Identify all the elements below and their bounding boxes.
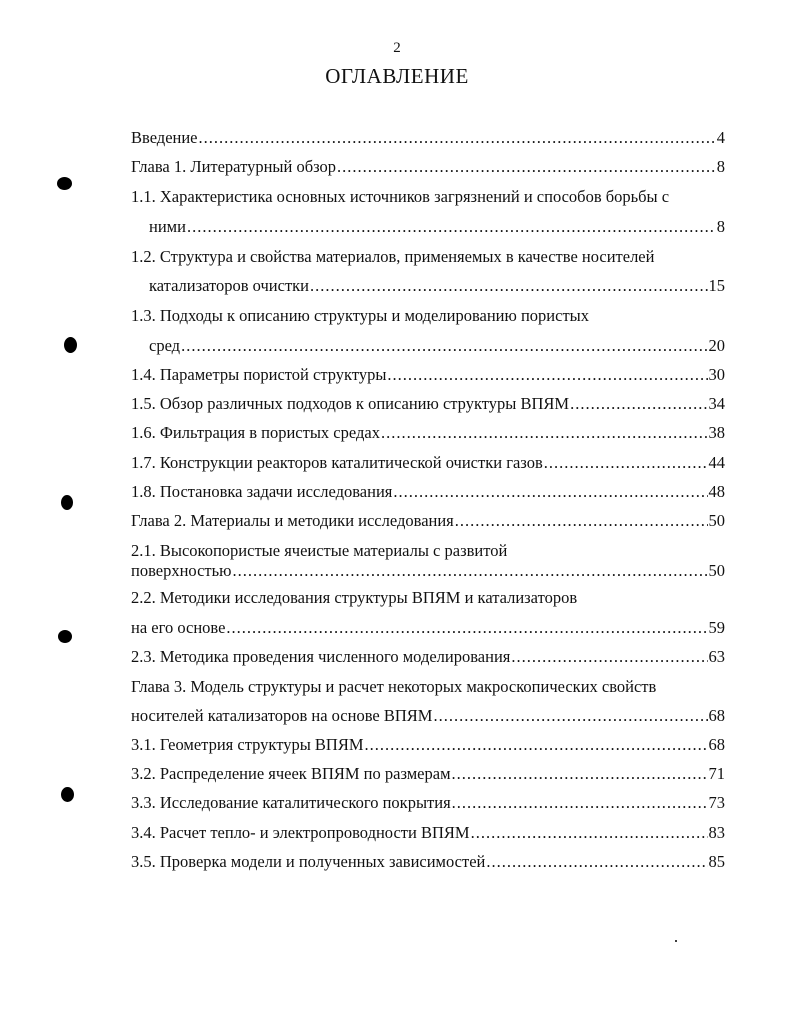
toc-entry-title: 1.5. Обзор различных подходов к описанию структуры ВПЯМ <box>131 394 570 413</box>
toc-entry[interactable] <box>131 157 725 179</box>
toc-entry[interactable] <box>131 511 725 533</box>
toc-entry-page: 50 <box>708 511 725 530</box>
toc-entry-title: 3.5. Проверка модели и полученных зависимостей <box>131 852 486 871</box>
punch-hole-mark <box>64 337 77 353</box>
toc-entry[interactable] <box>131 365 725 387</box>
toc-entry-page: 44 <box>708 453 725 472</box>
punch-hole-mark <box>61 495 73 510</box>
toc-entry-page: 34 <box>708 394 725 413</box>
toc-entry-title: Введение <box>131 128 198 147</box>
toc-entry[interactable] <box>131 482 725 504</box>
toc-entry-title: 3.4. Расчет тепло- и электропроводности ВПЯМ <box>131 823 470 842</box>
toc-entry-title: 3.3. Исследование каталитического покрытия <box>131 793 451 812</box>
toc-entry[interactable] <box>131 764 725 786</box>
toc-entry-page: 71 <box>708 764 725 783</box>
toc-entry[interactable] <box>149 336 725 358</box>
toc-entry-page: 85 <box>708 852 725 871</box>
punch-hole-mark <box>58 630 72 643</box>
toc-entry[interactable] <box>131 735 725 757</box>
toc-entry-title: на его основе <box>131 618 226 637</box>
punch-hole-mark <box>61 787 74 802</box>
toc-entry-page: 73 <box>708 793 725 812</box>
toc-entry-title: 1.7. Конструкции реакторов каталитической очистки газов <box>131 453 543 472</box>
page-number: 2 <box>393 40 401 56</box>
toc-entry-title: 1.6. Фильтрация в пористых средах <box>131 423 380 442</box>
toc-entry[interactable] <box>131 128 725 150</box>
speck-mark <box>675 940 677 942</box>
toc-entry-title: Глава 3. Модель структуры и расчет некоторых макроскопических свойств <box>131 677 657 696</box>
toc-entry-title: 1.3. Подходы к описанию структуры и моделированию пористых <box>131 306 589 325</box>
toc-entry-page: 30 <box>708 365 725 384</box>
toc-entry-page: 59 <box>708 618 725 637</box>
toc-entry-title: 2.1. Высокопористые ячеистые материалы с развитой <box>131 541 508 560</box>
toc-entry-page: 15 <box>708 276 725 295</box>
toc-entry-title: 3.1. Геометрия структуры ВПЯМ <box>131 735 364 754</box>
toc-entry-page: 8 <box>716 157 725 176</box>
toc-entry[interactable] <box>131 852 725 874</box>
toc-entry[interactable] <box>131 453 725 475</box>
page-title: ОГЛАВЛЕНИЕ <box>325 64 469 88</box>
toc-entry-title: 1.4. Параметры пористой структуры <box>131 365 387 384</box>
toc-entry-title: 1.1. Характеристика основных источников загрязнений и способов борьбы с <box>131 187 670 206</box>
toc-entry-page: 48 <box>708 482 725 501</box>
toc-entry-page: 83 <box>708 823 725 842</box>
toc-entry[interactable] <box>149 276 725 298</box>
toc-entry-title: 2.2. Методики исследования структуры ВПЯМ и катализаторов <box>131 588 578 607</box>
toc-entry-title: 3.2. Распределение ячеек ВПЯМ по размерам <box>131 764 451 783</box>
toc-entry[interactable] <box>149 217 725 239</box>
toc-entry-page: 68 <box>708 706 725 725</box>
toc-entry[interactable] <box>131 706 725 728</box>
toc-entry[interactable] <box>131 394 725 416</box>
toc-entry-title: носителей катализаторов на основе ВПЯМ <box>131 706 433 725</box>
toc-entry-page: 63 <box>708 647 725 666</box>
toc-entry-page: 38 <box>708 423 725 442</box>
toc-entry-title: 1.2. Структура и свойства материалов, применяемых в качестве носителей <box>131 247 655 266</box>
toc-entry[interactable] <box>131 561 725 583</box>
punch-hole-mark <box>57 177 72 190</box>
toc-entry-title: сред <box>149 336 181 355</box>
toc-entry-title: 2.3. Методика проведения численного моделирования <box>131 647 511 666</box>
toc-entry-page: 4 <box>716 128 725 147</box>
toc-entry-title: Глава 1. Литературный обзор <box>131 157 337 176</box>
toc-entry-page: 8 <box>716 217 725 236</box>
toc-entry[interactable] <box>131 423 725 445</box>
toc-entry[interactable] <box>131 647 725 669</box>
toc-entry-page: 68 <box>708 735 725 754</box>
toc-entry-page: 20 <box>708 336 725 355</box>
toc-entry[interactable] <box>131 793 725 815</box>
toc-entry-title: поверхностью <box>131 561 232 580</box>
toc-entry-title: Глава 2. Материалы и методики исследования <box>131 511 454 530</box>
toc-entry[interactable] <box>131 618 725 640</box>
toc-entry-title: 1.8. Постановка задачи исследования <box>131 482 393 501</box>
toc-entry-title: катализаторов очистки <box>149 276 310 295</box>
toc-entry-page: 50 <box>708 561 725 580</box>
toc-entry[interactable] <box>131 823 725 845</box>
toc-entry-title: ними <box>149 217 186 236</box>
